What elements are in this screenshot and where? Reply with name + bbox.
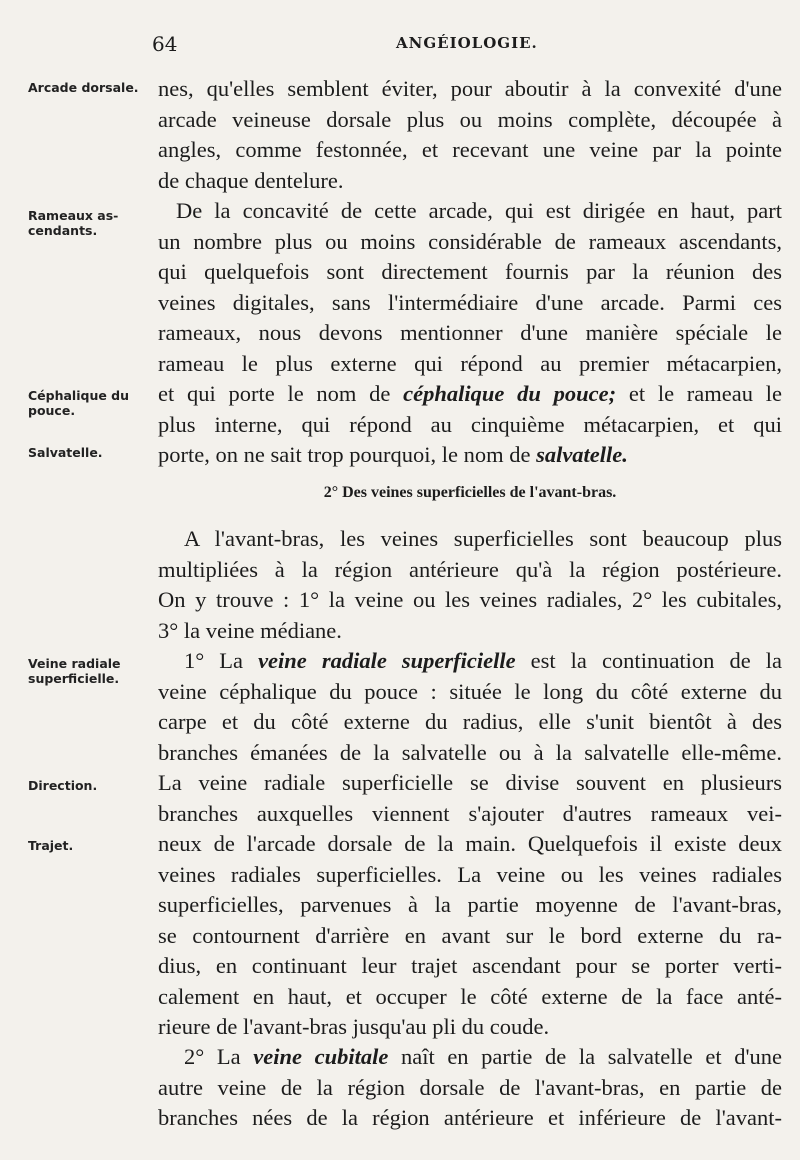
text-line: nes, qu'elles semblent éviter, pour aboutir à la convexité d'une: [158, 76, 782, 101]
margin-note-rameaux-ascendants: Rameaux as-cendants.: [28, 208, 119, 238]
italic-term-veine-cubitale: veine cubitale: [253, 1044, 389, 1069]
text-line: rieure de l'avant-bras jusqu'au pli du coude.: [158, 1014, 550, 1039]
page-number: 64: [152, 32, 178, 56]
text-line: rameau le plus externe qui répond au premier métacarpien,: [158, 350, 782, 376]
text-line: dius, en continuant leur trajet ascendant pour se porter verti-: [158, 953, 782, 978]
section-heading: 2° Des veines superficielles de l'avant-bras.: [323, 484, 617, 501]
text-line: neux de l'arcade dorsale de la main. Quelquefois il existe deux: [158, 831, 782, 856]
text-line: angles, comme festonnée, et recevant une veine par la pointe: [158, 137, 782, 162]
text-line: veines digitales, sans l'intermédiaire d'une arcade. Parmi ces: [158, 289, 782, 315]
text-fragment: porte, on ne sait trop pourquoi, le nom de: [158, 442, 537, 467]
text-line: un nombre plus ou moins considérable de rameaux ascendants,: [158, 228, 782, 254]
text-line: De la concavité de cette arcade, qui est dirigée en haut, part: [176, 198, 782, 223]
text-line: branches auxquelles viennent s'ajouter d'autres rameaux vei-: [158, 800, 782, 826]
text-line: [158, 379, 782, 410]
text-line: qui quelquefois sont directement fournis par la réunion des: [158, 259, 782, 284]
text-line: On y trouve : 1° la veine ou les veines radiales, 2° les cubitales,: [158, 587, 782, 612]
running-title: ANGÉIOLOGIE.: [396, 34, 538, 52]
text-fragment: est la continuation de la: [515, 648, 782, 673]
text-line: superficielles, parvenues à la partie moyenne de l'avant-bras,: [158, 892, 782, 917]
text-line: veines radiales superficielles. La veine ou les veines radiales: [158, 861, 782, 887]
text-line: se contournent d'arrière en avant sur le bord externe du ra-: [158, 922, 782, 948]
italic-term-cephalique: céphalique du pouce;: [403, 381, 617, 406]
italic-term-salvatelle: salvatelle.: [536, 442, 628, 467]
text-line: 3° la veine médiane.: [158, 617, 342, 643]
margin-note-direction: Direction.: [28, 778, 98, 793]
margin-note-arcade-dorsale: Arcade dorsale.: [28, 80, 139, 95]
margin-note-veine-radiale: Veine radiale superficielle.: [28, 656, 121, 686]
paragraph-arcade: [158, 74, 782, 196]
text-line: multipliées à la région antérieure qu'à la région postérieure.: [158, 556, 782, 582]
text-fragment: et le rameau le: [616, 381, 782, 406]
text-line: calement en haut, et occuper le côté externe de la face anté-: [158, 983, 782, 1009]
text-fragment: 2° La: [184, 1044, 254, 1069]
text-line: branches nées de la région antérieure et inférieure de l'avant-: [158, 1105, 782, 1130]
paragraph-avant-bras: [158, 524, 782, 646]
paragraph-veine-radiale: [158, 646, 782, 1043]
margin-note-cephalique-du-pouce: Céphalique du pouce.: [28, 388, 130, 418]
text-line: [158, 440, 782, 471]
page-header: [0, 30, 800, 60]
text-fragment: 1° La: [184, 648, 259, 673]
paragraph-rameaux: [158, 196, 782, 471]
text-fragment: naît en partie de la salvatelle et d'une: [388, 1044, 782, 1069]
text-line: autre veine de la région dorsale de l'avant-bras, en partie de: [158, 1074, 782, 1100]
paragraph-veine-cubitale: [158, 1042, 782, 1134]
text-line: branches émanées de la salvatelle ou à la salvatelle elle-même.: [158, 739, 782, 765]
italic-term-veine-radiale: veine radiale superficielle: [258, 648, 516, 673]
text-fragment: et qui porte le nom de: [158, 381, 404, 406]
text-line: A l'avant-bras, les veines superficielles sont beaucoup plus: [184, 526, 782, 551]
margin-note-salvatelle: Salvatelle.: [28, 445, 103, 460]
text-line: plus interne, qui répond au cinquième métacarpien, et qui: [158, 411, 782, 437]
margin-note-trajet: Trajet.: [28, 838, 74, 853]
text-line: arcade veineuse dorsale plus ou moins complète, découpée à: [158, 106, 782, 132]
text-line: de chaque dentelure.: [158, 167, 344, 193]
text-line: [158, 646, 782, 677]
text-line: rameaux, nous devons mentionner d'une manière spéciale le: [158, 320, 782, 345]
text-line: veine céphalique du pouce : située le long du côté externe du: [158, 678, 782, 704]
text-line: carpe et du côté externe du radius, elle s'unit bientôt à des: [158, 709, 782, 734]
text-line: [158, 1042, 782, 1073]
text-line: La veine radiale superficielle se divise souvent en plusieurs: [158, 770, 782, 795]
